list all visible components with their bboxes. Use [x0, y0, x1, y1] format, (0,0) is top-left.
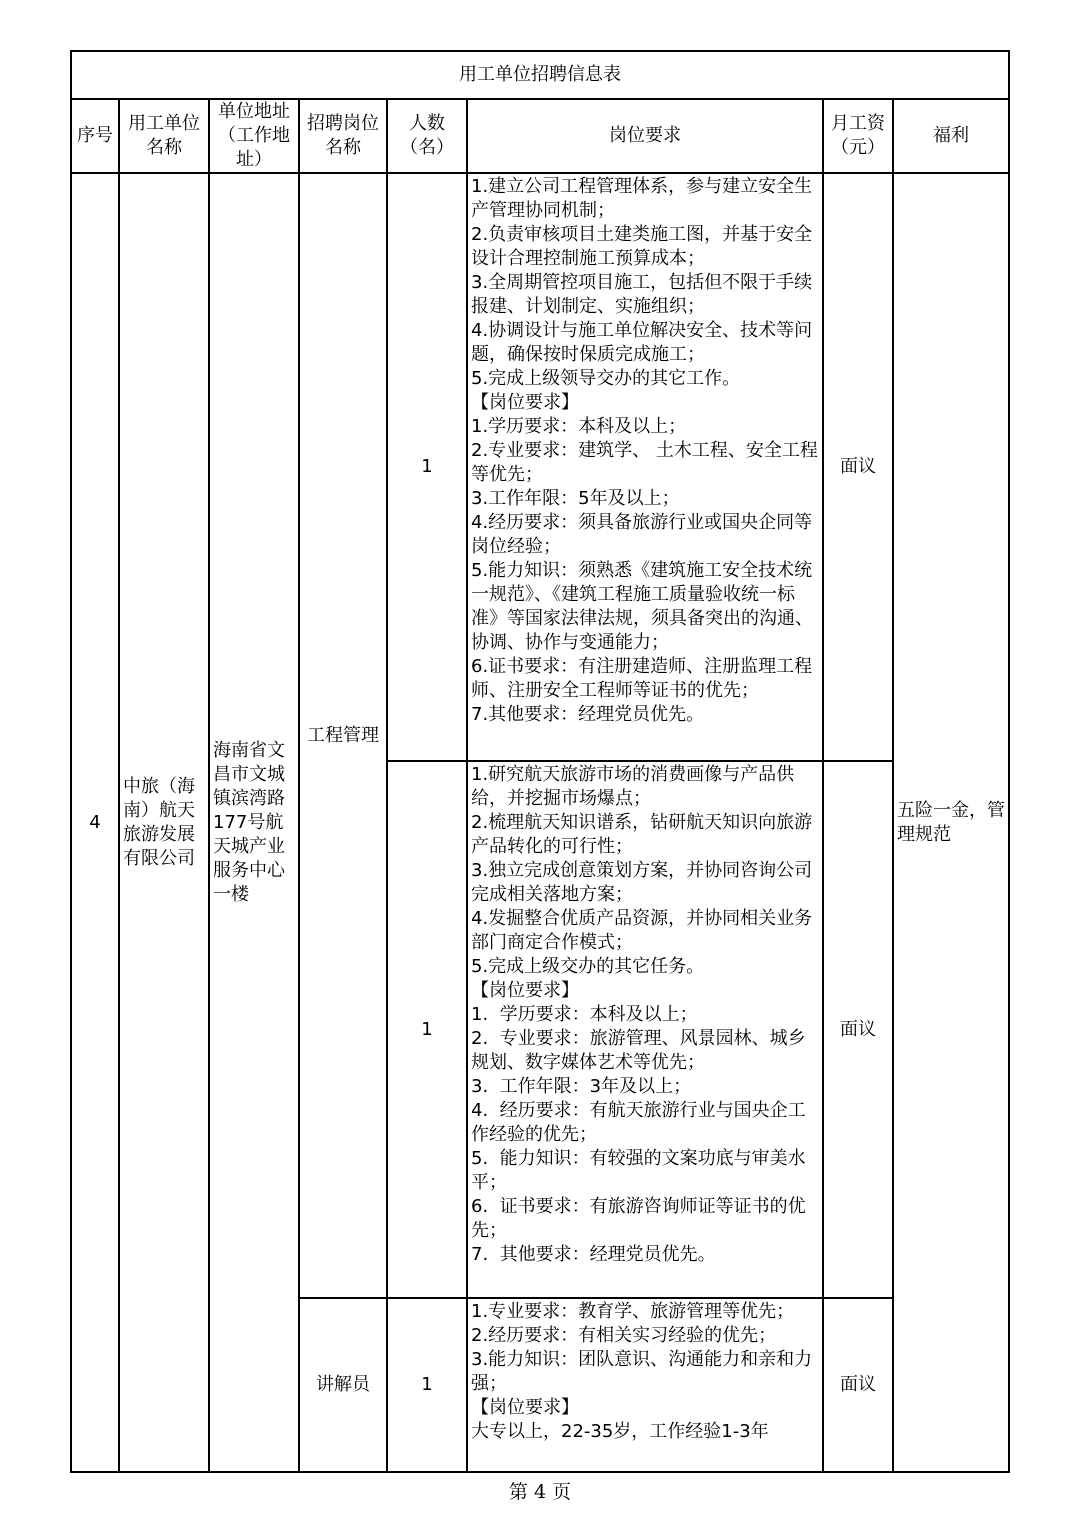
header-row: [71, 99, 1009, 173]
position-requirements: [467, 761, 823, 1298]
header-benefits: 福利: [893, 99, 1009, 173]
requirement-line: 6.证书要求：有注册建造师、注册监理工程师、注册安全工程师等证书的优先；: [471, 656, 813, 701]
table-row: [71, 173, 1009, 761]
position-requirements: [467, 1298, 823, 1472]
requirement-line: 1.研究航天旅游市场的消费画像与产品供给，并挖掘市场爆点；: [471, 764, 795, 809]
record-address: 海南省文昌市文城镇滨湾路177号航天城产业服务中心一楼: [209, 173, 299, 1472]
requirement-line: 2. 专业要求：旅游管理、风景园林、城乡规划、数字媒体艺术等优先；: [471, 1028, 806, 1073]
requirement-line: 1.学历要求：本科及以上；: [471, 416, 687, 437]
requirement-line: 5.能力知识：须熟悉《建筑施工安全技术统一规范》、《建筑工程施工质量验收统一标准》等国家法律法规，须具备突出的沟通、协调、协作与变通能力；: [471, 560, 813, 653]
requirement-line: 7. 其他要求：经理党员优先。: [471, 1244, 716, 1265]
page-number: 第 4 页: [508, 1481, 572, 1503]
requirement-line: 3.全周期管控项目施工，包括但不限于手续报建、计划制定、实施组织；: [471, 272, 813, 317]
requirement-line: 1.专业要求：教育学、旅游管理等优先；: [471, 1301, 795, 1322]
requirement-line: 5. 能力知识：有较强的文案功底与审美水平；: [471, 1148, 806, 1193]
header-count: 人数（名）: [387, 99, 467, 173]
requirement-line: 3.工作年限：5年及以上；: [471, 488, 680, 509]
record-benefits: 五险一金，管理规范: [893, 173, 1009, 1472]
requirement-line: 3.独立完成创意策划方案，并协同咨询公司完成相关落地方案；: [471, 860, 813, 905]
requirement-line: 4.发掘整合优质产品资源，并协同相关业务部门商定合作模式；: [471, 908, 813, 953]
position-name: 讲解员: [299, 1298, 387, 1472]
requirement-line: 3.能力知识：团队意识、沟通能力和亲和力强；: [471, 1349, 813, 1394]
position-requirements: [467, 173, 823, 761]
header-salary: 月工资（元）: [823, 99, 893, 173]
requirement-line: 5.完成上级领导交办的其它工作。: [471, 368, 741, 389]
requirements-list: [471, 1300, 820, 1471]
record-seq: 4: [71, 173, 119, 1472]
position-salary: 面议: [823, 173, 893, 761]
position-salary: 面议: [823, 1298, 893, 1472]
position-salary: 面议: [823, 761, 893, 1298]
requirement-line: 3. 工作年限：3年及以上；: [471, 1076, 692, 1097]
header-seq: 序号: [71, 99, 119, 173]
position-count: 1: [387, 173, 467, 761]
requirement-line: 2.负责审核项目土建类施工图，并基于安全设计合理控制施工预算成本；: [471, 224, 813, 269]
requirement-line: 4.协调设计与施工单位解决安全、技术等问题，确保按时保质完成施工；: [471, 320, 813, 365]
position-count: 1: [387, 1298, 467, 1472]
header-requirements: 岗位要求: [467, 99, 823, 173]
requirement-line: 4.经历要求：须具备旅游行业或国央企同等岗位经验；: [471, 512, 813, 557]
requirement-line: 2.专业要求：建筑学、 土木工程、安全工程等优先；: [471, 440, 818, 485]
requirements-list: [471, 175, 820, 760]
recruitment-table: [70, 50, 1010, 1473]
header-address: 单位地址（工作地址）: [209, 99, 299, 173]
requirement-line: 【岗位要求】: [471, 1397, 579, 1418]
requirement-line: 1.建立公司工程管理体系，参与建立安全生产管理协同机制；: [471, 176, 813, 221]
requirement-line: 2.梳理航天知识谱系，钻研航天知识向旅游产品转化的可行性；: [471, 812, 813, 857]
table-title: 用工单位招聘信息表: [71, 51, 1009, 99]
position-name: 工程管理: [299, 173, 387, 1298]
requirement-line: 4. 经历要求：有航天旅游行业与国央企工作经验的优先；: [471, 1100, 806, 1145]
position-count: 1: [387, 761, 467, 1298]
requirement-line: 5.完成上级交办的其它任务。: [471, 956, 705, 977]
requirement-line: 2.经历要求：有相关实习经验的优先；: [471, 1325, 777, 1346]
requirement-line: 1. 学历要求：本科及以上；: [471, 1004, 698, 1025]
requirement-line: 【岗位要求】: [471, 980, 579, 1001]
header-position: 招聘岗位名称: [299, 99, 387, 173]
requirement-line: 7.其他要求：经理党员优先。: [471, 704, 705, 725]
requirement-line: 大专以上，22-35岁，工作经验1-3年: [471, 1421, 769, 1442]
header-employer: 用工单位名称: [119, 99, 209, 173]
requirement-line: 【岗位要求】: [471, 392, 579, 413]
requirement-line: 6. 证书要求：有旅游咨询师证等证书的优先；: [471, 1196, 806, 1241]
record-employer: 中旅（海南）航天旅游发展有限公司: [119, 173, 209, 1472]
requirements-list: [471, 763, 820, 1297]
